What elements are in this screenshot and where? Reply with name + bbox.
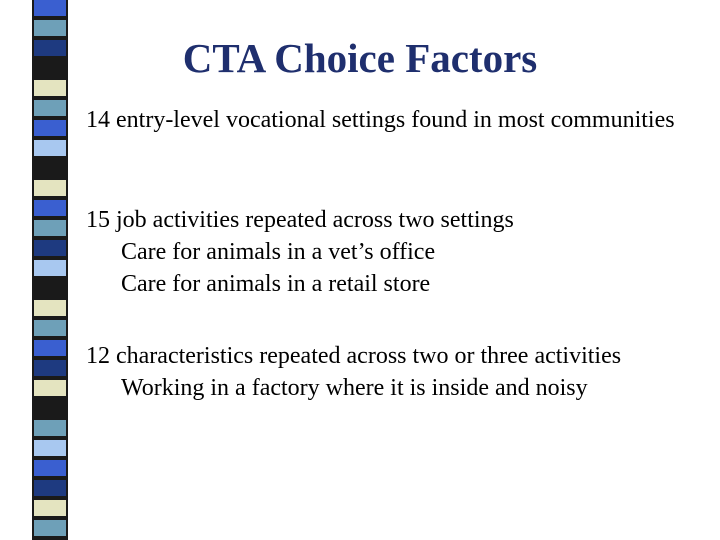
decorative-stripe xyxy=(32,0,68,540)
sub-bullet-retail: Care for animals in a retail store xyxy=(121,271,431,297)
stripe-block xyxy=(34,260,66,276)
stripe-block xyxy=(34,160,66,176)
stripe-block xyxy=(34,480,66,496)
bullet-characteristics xyxy=(86,340,696,404)
stripe-block xyxy=(34,280,66,296)
stripe-block xyxy=(34,440,66,456)
stripe-block xyxy=(34,340,66,356)
stripe-block xyxy=(34,220,66,236)
bullet-activities-text: 15 job activities repeated across two settings xyxy=(86,207,514,233)
stripe-block xyxy=(34,420,66,436)
stripe-block xyxy=(34,200,66,216)
stripe-block xyxy=(34,140,66,156)
stripe-block xyxy=(34,120,66,136)
sub-bullet-vet: Care for animals in a vet’s office xyxy=(121,239,436,265)
slide-title: CTA Choice Factors xyxy=(182,35,538,81)
stripe-block xyxy=(34,80,66,96)
bullet-characteristics-text: 12 characteristics repeated across two or three activities xyxy=(86,343,622,369)
stripe-block xyxy=(34,500,66,516)
stripe-block xyxy=(34,0,66,16)
sub-bullet-factory: Working in a factory where it is inside and noisy xyxy=(121,375,588,401)
stripe-block xyxy=(34,20,66,36)
bullet-settings xyxy=(86,104,696,136)
bullet-activities xyxy=(86,204,696,300)
stripe-block xyxy=(34,320,66,336)
stripe-block xyxy=(34,460,66,476)
stripe-block xyxy=(34,240,66,256)
bullet-settings-text: 14 entry-level vocational settings found in most communities xyxy=(86,107,675,133)
stripe-block xyxy=(34,360,66,376)
stripe-block xyxy=(34,100,66,116)
stripe-block xyxy=(34,380,66,396)
stripe-block xyxy=(34,300,66,316)
stripe-block xyxy=(34,400,66,416)
stripe-block xyxy=(34,180,66,196)
stripe-block xyxy=(34,520,66,536)
